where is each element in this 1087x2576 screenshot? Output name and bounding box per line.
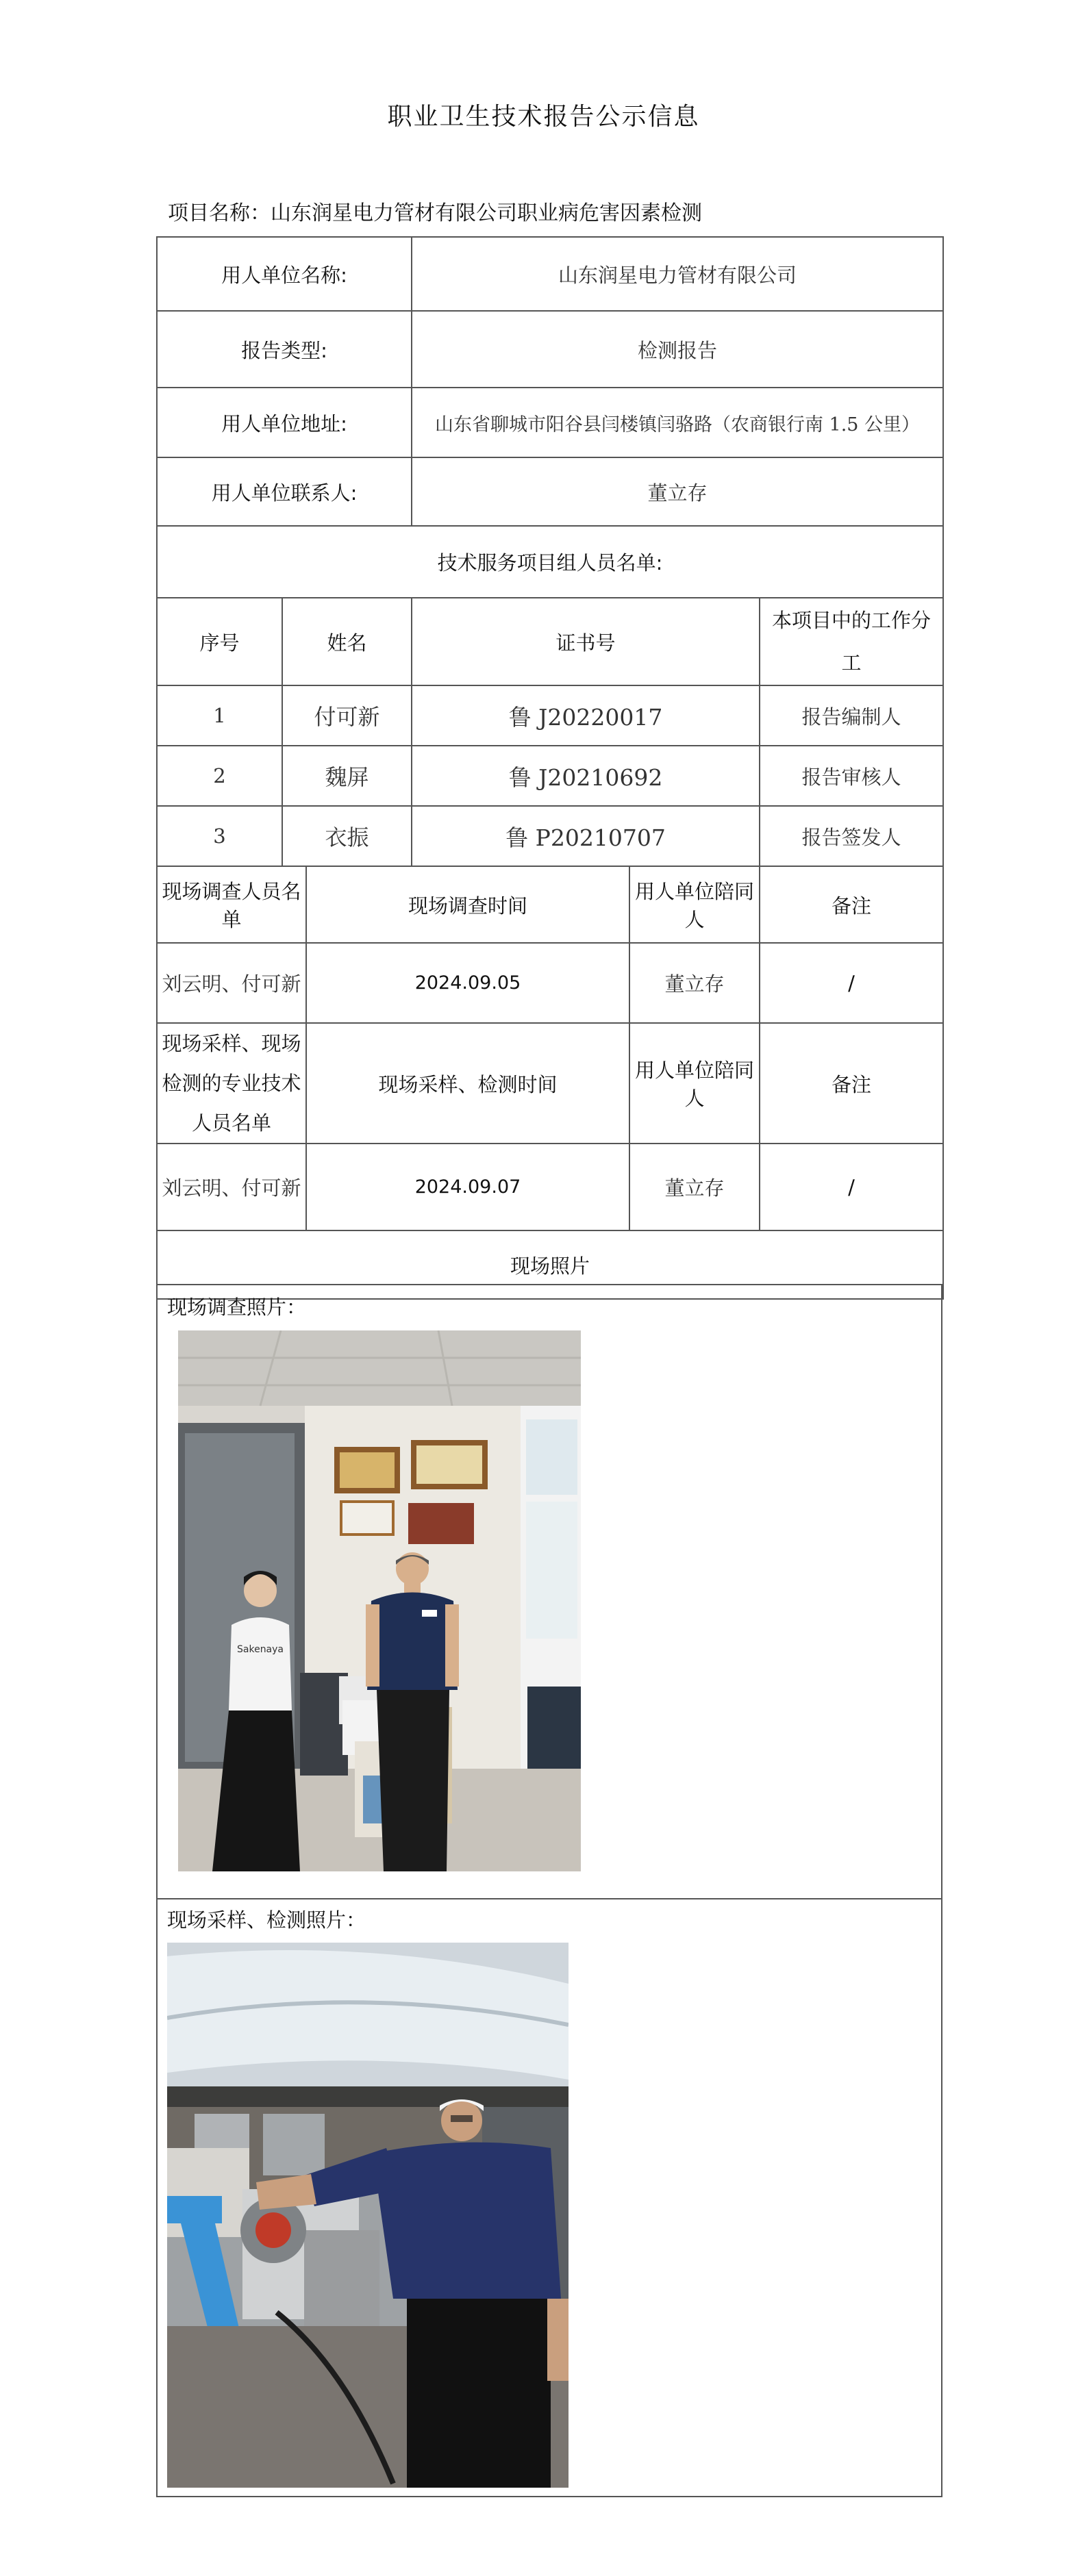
survey-header-time: 现场调查时间: [306, 866, 629, 943]
staff-no: 3: [157, 806, 282, 866]
staff-cert: 鲁 J20210692: [412, 746, 760, 806]
staff-name: 衣振: [282, 806, 412, 866]
survey-escort: 董立存: [629, 943, 760, 1023]
survey-header-note: 备注: [760, 866, 943, 943]
survey-staff: 刘云明、付可新: [157, 943, 306, 1023]
staff-name: 魏屏: [282, 746, 412, 806]
staff-title: 技术服务项目组人员名单:: [157, 526, 943, 598]
survey-header-row: [157, 866, 943, 943]
sampling-header-time: 现场采样、检测时间: [306, 1023, 629, 1144]
row-address: [157, 388, 943, 457]
sampling-staff: 刘云明、付可新: [157, 1144, 306, 1230]
staff-cert: 鲁 J20220017: [412, 685, 760, 746]
sampling-escort: 董立存: [629, 1144, 760, 1230]
staff-no: 2: [157, 746, 282, 806]
report-type-value: 检测报告: [412, 311, 943, 388]
sampling-note: /: [760, 1144, 943, 1230]
staff-header-no: 序号: [157, 598, 282, 685]
staff-role: 报告签发人: [760, 806, 943, 866]
sampling-value-row: [157, 1144, 943, 1230]
photos-title: 现场照片: [157, 1230, 943, 1299]
sampling-header-note: 备注: [760, 1023, 943, 1144]
photos-divider: [158, 1898, 941, 1899]
staff-cert: 鲁 P20210707: [412, 806, 760, 866]
survey-time: 2024.09.05: [306, 943, 629, 1023]
contact-label: 用人单位联系人:: [157, 457, 412, 526]
survey-photo-label: 现场调查照片：: [167, 1296, 307, 1319]
sampling-header-row: [157, 1023, 943, 1144]
address-label: 用人单位地址:: [157, 388, 412, 457]
table-row: [157, 685, 943, 746]
staff-role: 报告编制人: [760, 685, 943, 746]
contact-value: 董立存: [412, 457, 943, 526]
staff-header-row: [157, 598, 943, 685]
staff-header-role: 本项目中的工作分工: [760, 598, 943, 685]
survey-header-staff: 现场调查人员名单: [157, 866, 306, 943]
shirt-text: Sakenaya: [237, 1644, 284, 1655]
staff-header-cert: 证书号: [412, 598, 760, 685]
staff-header-name: 姓名: [282, 598, 412, 685]
table-row: [157, 746, 943, 806]
survey-value-row: [157, 943, 943, 1023]
info-table: [156, 236, 944, 1300]
address-value: 山东省聊城市阳谷县闫楼镇闫骆路（农商银行南 1.5 公里）: [412, 388, 943, 457]
page-title: 职业卫生技术报告公示信息: [387, 103, 700, 131]
photos-box: [156, 1284, 942, 2497]
unit-name-value: 山东润星电力管材有限公司: [412, 237, 943, 311]
staff-name: 付可新: [282, 685, 412, 746]
staff-role: 报告审核人: [760, 746, 943, 806]
row-contact: [157, 457, 943, 526]
survey-header-escort: 用人单位陪同人: [629, 866, 760, 943]
survey-note: /: [760, 943, 943, 1023]
survey-photo: [178, 1330, 581, 1871]
sampling-photo-label: 现场采样、检测照片：: [167, 1908, 366, 1932]
sampling-time: 2024.09.07: [306, 1144, 629, 1230]
sampling-header-escort: 用人单位陪同人: [629, 1023, 760, 1144]
row-staff-title: [157, 526, 943, 598]
sampling-header-staff: 现场采样、现场检测的专业技术人员名单: [157, 1023, 306, 1144]
row-unit-name: [157, 237, 943, 311]
project-name: 项目名称：山东润星电力管材有限公司职业病危害因素检测: [168, 201, 702, 225]
table-row: [157, 806, 943, 866]
row-report-type: [157, 311, 943, 388]
unit-name-label: 用人单位名称:: [157, 237, 412, 311]
staff-no: 1: [157, 685, 282, 746]
report-type-label: 报告类型:: [157, 311, 412, 388]
sampling-photo: [167, 1943, 569, 2488]
